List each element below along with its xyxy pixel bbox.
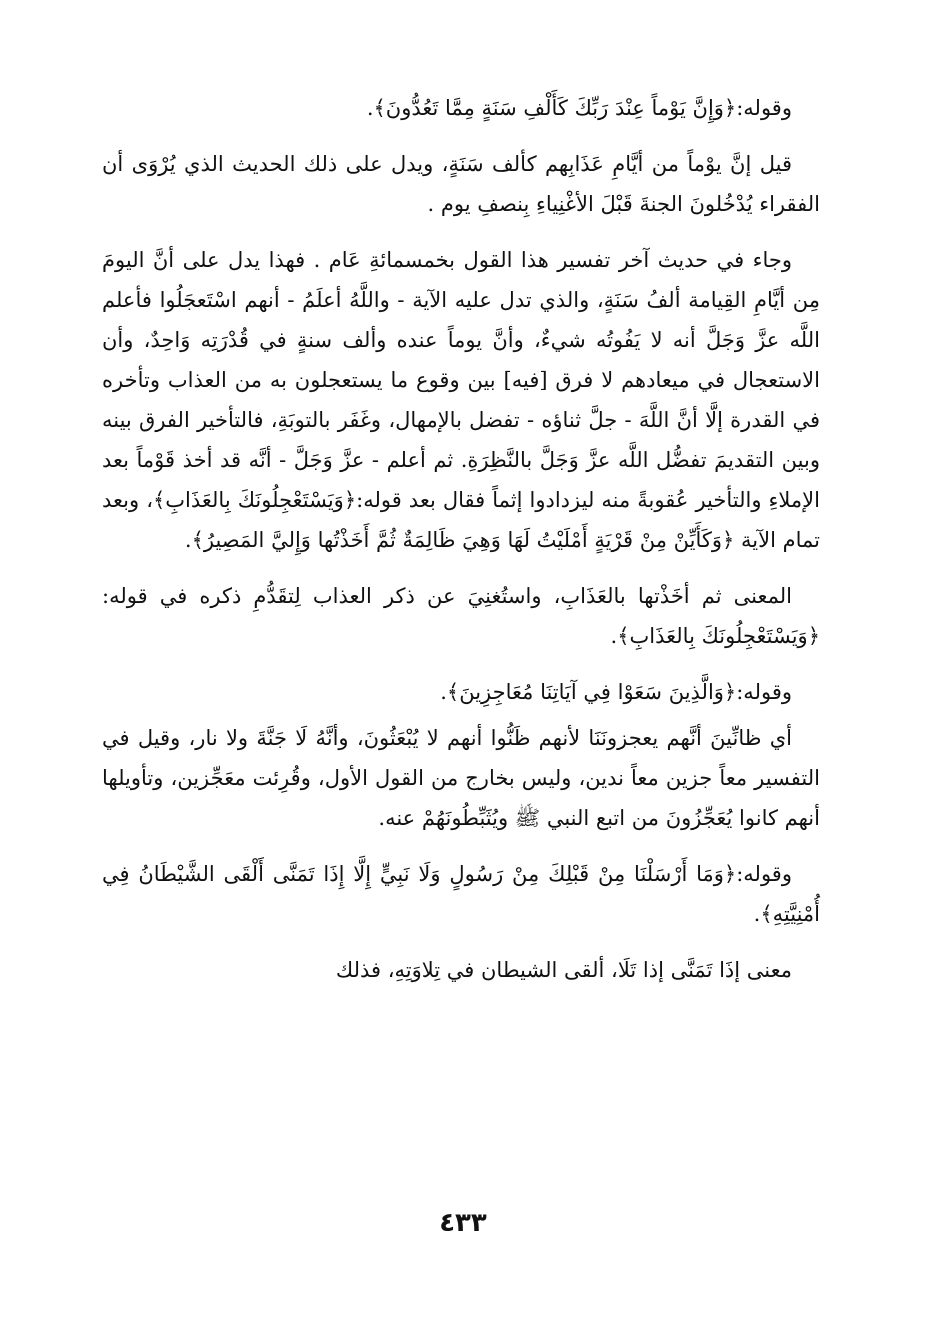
paragraph-meaning-of-tamanna: معنى إذَا تَمَنَّى إذا تَلَا، ألقى الشيطان في تِلاوَتِهِ، فذلك	[335, 958, 792, 982]
paragraph-five-hundred-years: وجاء في حديث آخر تفسير هذا القول بخمسمائةِ عَام . فهذا يدل على أنَّ اليومَ مِن أيَّامِ القِيامة ألفُ سَنَةٍ، والذي تدل عليه الآية - واللَّهُ أعلَمُ - أنهم اسْتَعجَلُوا فأعلم اللَّه عزَّ وَجَلَّ أنه لا يَفُوتُه شيءٌ، وأنَّ يوماً عنده وألف سنةٍ في قُدْرَتِه وَاحِدٌ، وأن الاستعجال في ميعادهم لا فرق [فيه] بين وقوع ما يستعجلون به من العذاب وتأخره في القدرة إلَّا أنَّ اللَّهَ - جلَّ ثناؤه - تفضل بالإمهال، وغَفَر بالتوبَةِ، فالتأخير الفرق بينه وبين التقديمَ تفضُّل اللَّه عزَّ وَجَلَّ بالنَّظِرَةِ. ثم أعلم - عزَّ وَجَلَّ - أنَّه قد أخذ قَوْماً بعد الإملاءِ والتأخير عُقوبةً منه ليزدادوا إثماً فقال بعد قوله:﴿وَيَسْتَعْجِلُونَكَ بِالعَذَابِ﴾، وبعد تمام الآية ﴿وَكَأَيِّنْ مِنْ قَرْيَةٍ أَمْلَيْتُ لَهَا وَهِيَ ظَالِمَةٌ ثُمَّ أَخَذْتُها وَإِليَّ المَصِيرُ﴾.	[102, 248, 820, 552]
page-body	[102, 88, 820, 1006]
paragraph-verse-thousand-years: وقوله:﴿وَإِنَّ يَوْماً عِنْدَ رَبِّكَ كَأَلْفِ سَنَةٍ مِمَّا تَعُدُّونَ﴾.	[366, 96, 792, 120]
paragraph-verse-we-sent-no-messenger: وقوله:﴿وَمَا أَرْسَلْنَا مِنْ قَبْلِكَ مِنْ رَسُولٍ وَلَا نَبِيٍّ إِلَّا إِذَا تَمَنَّى أَلْقَى الشَّيْطَانُ فِي أُمْنِيَّتِهِ﴾.	[102, 862, 820, 926]
page-number: ٤٣٣	[439, 1208, 487, 1238]
paragraph-day-of-punishment: قيل إنَّ يوْماً من أيَّامِ عَذَابِهم كألف سَنَةٍ، ويدل على ذلك الحديث الذي يُرْوَى أن الفقراء يُدْخُلونَ الجنةَ قَبْلَ الأغْنِياءِ بِنصفِ يوم .	[102, 152, 820, 216]
paragraph-took-them-with-punishment: المعنى ثم أخَذْتها بالعَذَابِ، واستُغنِيَ عن ذكر العذاب لِتقَدُّمِ ذكره في قوله:﴿وَيَسْتَعْجِلُونَكَ بِالعَذَابِ﴾.	[102, 584, 820, 648]
paragraph-verse-those-who-strove: وقوله:﴿وَالَّذِينَ سَعَوْا فِي آيَاتِنَا مُعَاجِزِينَ﴾.	[440, 680, 792, 704]
paragraph-thinking-they-escape: أي ظانِّينَ أنَّهم يعجزونَنَا لأنهم ظَنُّوا أنهم لا يُبْعَثُونَ، وأنَّهُ لَا جَنَّةَ ولا نار، وقيل في التفسير معاً جزين معاً ندين، وليس بخارج من القول الأول، وقُرِئت معَجِّزين، وتأويلها أنهم كانوا يُعَجِّزُونَ من اتبع النبي ﷺ ويُثَبِّطُونَهُمْ عنه.	[102, 726, 820, 830]
